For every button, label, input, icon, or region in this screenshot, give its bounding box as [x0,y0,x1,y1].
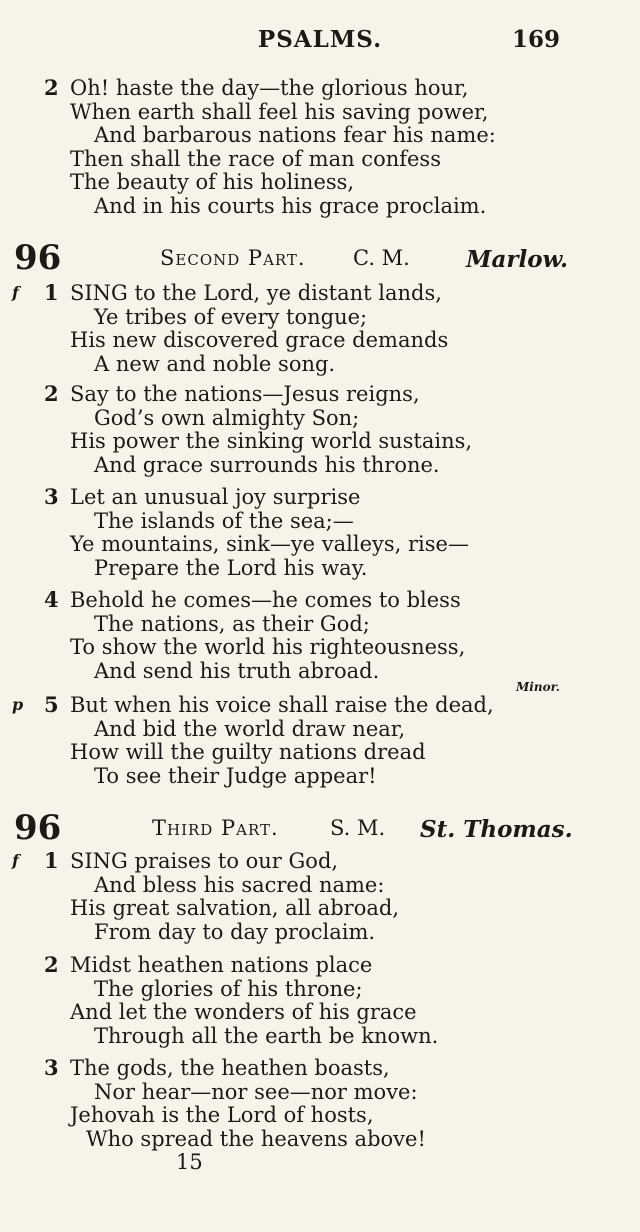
verse-line: Oh! haste the day—the glorious hour, [70,76,469,100]
verse-number: 1 [44,280,59,305]
verse-line: Midst heathen nations place [70,953,373,977]
verse-line: But when his voice shall raise the dead, [70,693,494,717]
verse-line: Who spread the heavens above! [86,1127,426,1151]
verse-line: And send his truth abroad. [94,659,380,683]
verse-line: The glories of his throne; [94,977,363,1001]
verse-number: 4 [44,587,59,612]
verse-line: The gods, the heathen boasts, [70,1056,390,1080]
verse-line: Ye tribes of every tongue; [94,305,368,329]
verse-line: The beauty of his holiness, [70,170,355,194]
verse-line: Behold he comes—he comes to bless [70,588,461,612]
psalm-heading [0,238,640,278]
running-header [0,26,640,56]
verse-line: Jehovah is the Lord of hosts, [70,1103,374,1127]
verse-line: His new discovered grace demands [70,328,449,352]
verse-line: And let the wonders of his grace [70,1000,417,1024]
verse-line: To see their Judge appear! [94,764,377,788]
verse-number: 2 [44,952,59,977]
dynamic-mark: f [12,283,19,302]
meter: S. M. [330,816,386,840]
verse-number: 2 [44,381,59,406]
verse-line: Prepare the Lord his way. [94,556,368,580]
part-title: Third Part. [152,816,279,840]
tune-name: St. Thomas. [420,816,573,843]
dynamic-mark: f [12,851,19,870]
psalm-heading [0,808,640,848]
dynamic-mark: p [12,695,24,714]
verse-line: Ye mountains, sink—ye valleys, rise— [70,532,469,556]
verse-number: 5 [44,692,59,717]
verse-line: His great salvation, all abroad, [70,896,400,920]
psalm-number: 96 [14,238,62,278]
verse-number: 1 [44,848,59,873]
verse-line: And in his courts his grace proclaim. [94,194,487,218]
verse-line: His power the sinking world sustains, [70,429,473,453]
verse-line: SING to the Lord, ye distant lands, [70,281,442,305]
verse-line: And grace surrounds his throne. [94,453,440,477]
signature-mark: 15 [176,1150,203,1174]
verse-line: A new and noble song. [94,352,336,376]
verse-number: 3 [44,484,59,509]
verse-line: The islands of the sea;— [94,509,354,533]
psalm-number: 96 [14,808,62,848]
verse-line: Say to the nations—Jesus reigns, [70,382,420,406]
verse-line: Nor hear—nor see—nor move: [94,1080,418,1104]
verse-line: Through all the earth be known. [94,1024,439,1048]
verse-line: To show the world his righteousness, [70,635,466,659]
verse-line: From day to day proclaim. [94,920,376,944]
verse-line: SING praises to our God, [70,849,339,873]
verse-line: And bid the world draw near, [94,717,406,741]
part-title: Second Part. [160,246,306,270]
running-title: PSALMS. [257,26,383,53]
verse-line: Then shall the race of man confess [70,147,441,171]
tune-name: Marlow. [466,246,569,273]
page-number: 169 [511,26,560,53]
verse-number: 2 [44,75,59,100]
verse-line: And bless his sacred name: [94,873,385,897]
verse-line: How will the guilty nations dread [70,740,426,764]
margin-note: Minor. [516,680,560,694]
verse-line: When earth shall feel his saving power, [70,100,489,124]
verse-number: 3 [44,1055,59,1080]
verse-line: God’s own almighty Son; [94,406,360,430]
verse-line: And barbarous nations fear his name: [94,123,496,147]
verse-line: Let an unusual joy surprise [70,485,361,509]
verse-line: The nations, as their God; [94,612,370,636]
meter: C. M. [353,246,410,270]
